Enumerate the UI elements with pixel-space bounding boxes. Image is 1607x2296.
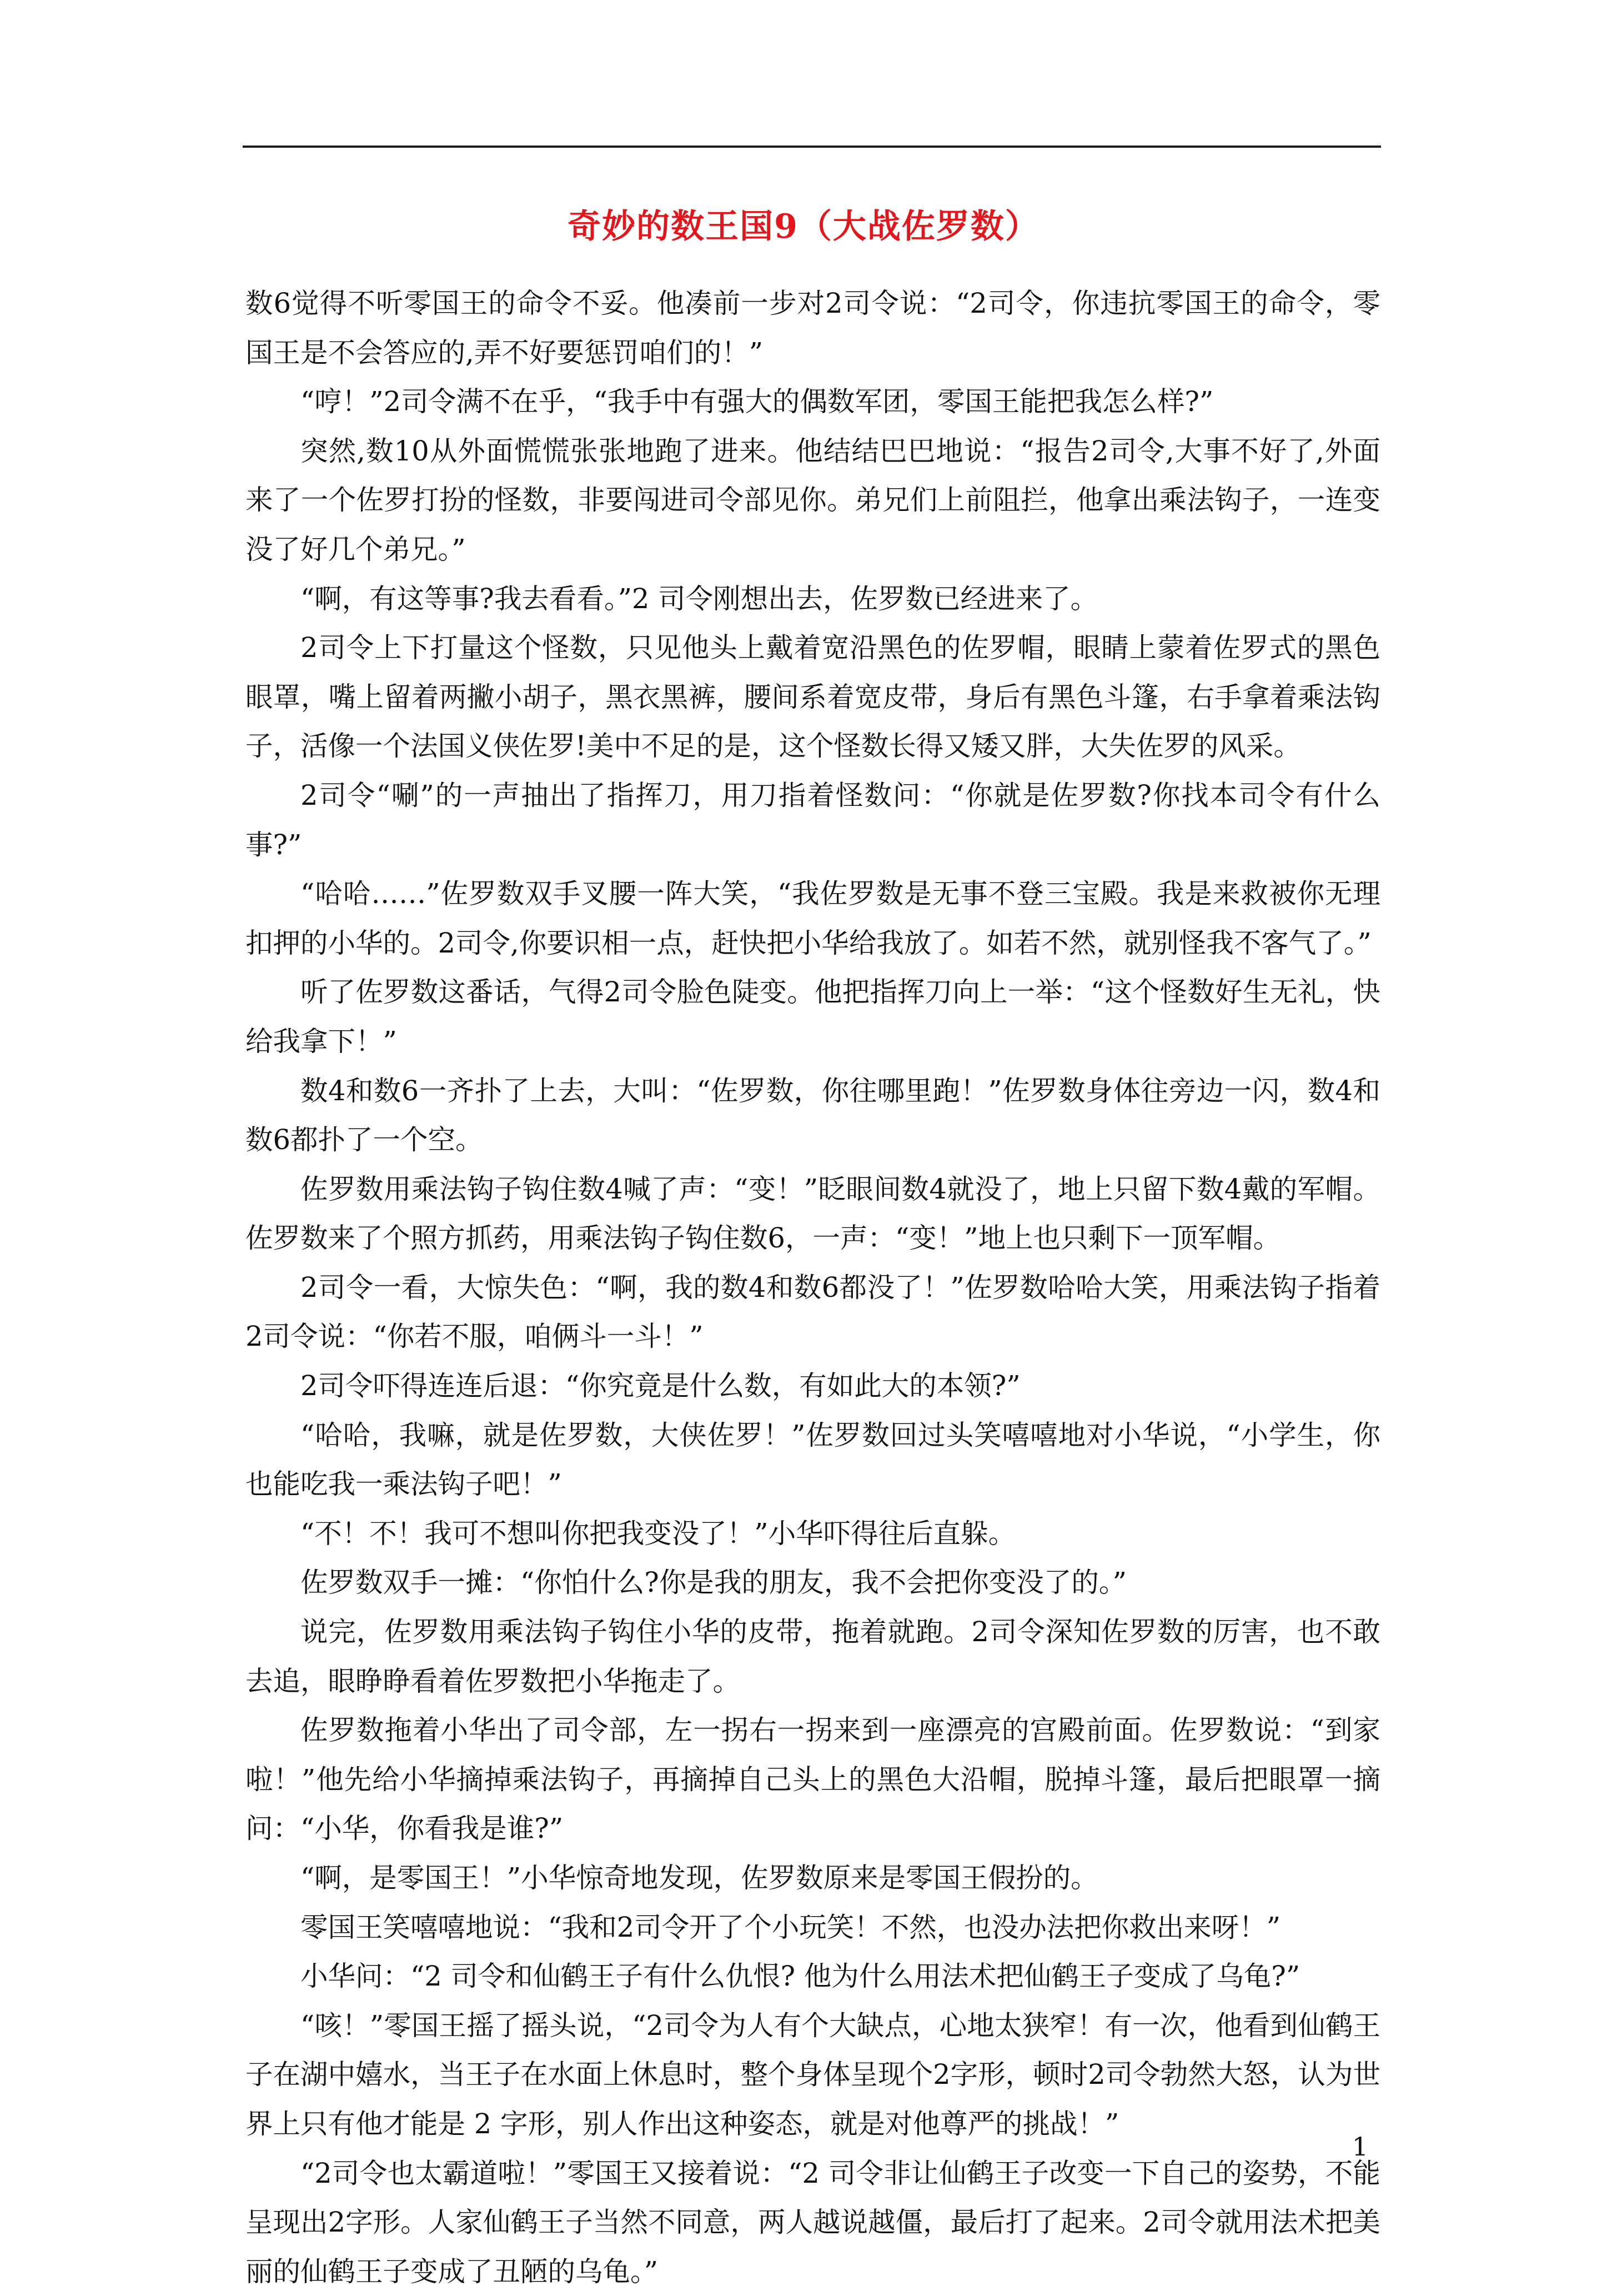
paragraph: “哈哈……”佐罗数双手叉腰一阵大笑，“我佐罗数是无事不登三宝殿。我是来救被你无理扣押的小华的。2司令,你要识相一点，赶快把小华给我放了。如若不然，就别怪我不客气了。” [245,878,1380,959]
paragraph: “啊，是零国王！”小华惊奇地发现，佐罗数原来是零国王假扮的。 [300,1862,1098,1894]
paragraph: 佐罗数用乘法钩子钩住数4喊了声：“变！”眨眼间数4就没了，地上只留下数4戴的军帽。佐罗数来了个照方抓药，用乘法钩子钩住数6，一声：“变！”地上也只剩下一顶军帽。 [245,1172,1380,1255]
paragraph: “哈哈，我嘛，就是佐罗数，大侠佐罗！”佐罗数回过头笑嘻嘻地对小华说，“小学生，你也能吃我一乘法钩子吧！” [245,1418,1380,1501]
paragraph: 小华问：“2 司令和仙鹤王子有什么仇恨? 他为什么用法术把仙鹤王子变成了乌龟?” [300,1960,1300,1993]
document-body [245,279,1380,2296]
paragraph: 数6觉得不听零国王的命令不妥。他凑前一步对2司令说：“2司令，你违抗零国王的命令，零国王是不会答应的,弄不好要惩罚咱们的！” [245,287,1380,369]
paragraph: 数4和数6一齐扑了上去，大叫：“佐罗数，你往哪里跑！”佐罗数身体往旁边一闪，数4和数6都扑了一个空。 [245,1074,1380,1156]
paragraph: “不！不！我可不想叫你把我变没了！”小华吓得往后直躲。 [300,1517,1016,1550]
paragraph: “哼！”2司令满不在乎，“我手中有强大的偶数军团，零国王能把我怎么样?” [300,385,1214,418]
paragraph: 说完，佐罗数用乘法钩子钩住小华的皮带，拖着就跑。2司令深知佐罗数的厉害，也不敢去追，眼睁睁看着佐罗数把小华拖走了。 [245,1616,1380,1697]
paragraph: 2司令上下打量这个怪数，只见他头上戴着宽沿黑色的佐罗帽，眼睛上蒙着佐罗式的黑色眼罩，嘴上留着两撇小胡子，黑衣黑裤，腰间系着宽皮带，身后有黑色斗篷，右手拿着乘法钩子，活像一个法国义侠佐罗!美中不足的是，这个怪数长得又矮又胖，大失佐罗的风采。 [245,631,1380,763]
paragraph: “2司令也太霸道啦！”零国王又接着说：“2 司令非让仙鹤王子改变一下自己的姿势，不能呈现出2字形。人家仙鹤王子当然不同意，两人越说越僵，最后打了起来。2司令就用法术把美丽的仙鹤王子变成了丑陋的乌龟。” [245,2157,1380,2288]
paragraph: 突然,数10从外面慌慌张张地跑了进来。他结结巴巴地说：“报告2司令,大事不好了,外面来了一个佐罗打扮的怪数，非要闯进司令部见你。弟兄们上前阻拦，他拿出乘法钩子，一连变没了好几个弟兄。” [245,434,1380,565]
paragraph: 零国王笑嘻嘻地说：“我和2司令开了个小玩笑！不然，也没办法把你救出来呀！” [300,1911,1281,1943]
paragraph: 佐罗数拖着小华出了司令部，左一拐右一拐来到一座漂亮的宫殿前面。佐罗数说：“到家啦！”他先给小华摘掉乘法钩子，再摘掉自己头上的黑色大沿帽，脱掉斗篷，最后把眼罩一摘问：“小华，你看我是谁?” [245,1714,1380,1845]
paragraph: 2司令“唰”的一声抽出了指挥刀，用刀指着怪数问：“你就是佐罗数?你找本司令有什么事?” [245,779,1380,861]
paragraph: 听了佐罗数这番话，气得2司令脸色陡变。他把指挥刀向上一举：“这个怪数好生无礼，快给我拿下！” [245,976,1380,1057]
header-rule [243,146,1381,148]
paragraph: 2司令吓得连连后退：“你究竟是什么数，有如此大的本领?” [300,1370,1021,1402]
paragraph: “啊，有这等事?我去看看。”2 司令刚想出去，佐罗数已经进来了。 [300,582,1098,615]
paragraph: 2司令一看，大惊失色：“啊，我的数4和数6都没了！”佐罗数哈哈大笑，用乘法钩子指着 2司令说：“你若不服，咱俩斗一斗！” [245,1271,1380,1353]
paragraph: “咳！”零国王摇了摇头说，“2司令为人有个大缺点，心地太狭窄！有一次，他看到仙鹤王子在湖中嬉水，当王子在水面上休息时，整个身体呈现个2字形，顿时2司令勃然大怒，认为世界上只有他才能是 2 字形，别人作出这种姿态，就是对他尊严的挑战！” [245,2009,1380,2140]
paragraph: 佐罗数双手一摊：“你怕什么?你是我的朋友，我不会把你变没了的。” [300,1566,1127,1599]
page-number: 1 [1352,2132,1368,2162]
document-title: 奇妙的数王国9（大战佐罗数） [568,207,1039,246]
